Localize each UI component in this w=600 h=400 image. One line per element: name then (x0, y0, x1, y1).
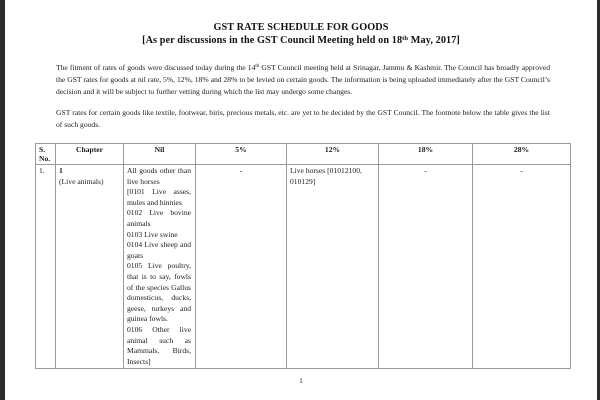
intro-text: The fitment of rates of goods were discussed today during the 14 (56, 63, 256, 72)
header-sno-line1: S. (39, 145, 46, 154)
header-rate-5: 5% (196, 144, 287, 165)
nil-item: 0106 Other live animal such as Mammals, Birds, Insects] (127, 324, 191, 366)
chapter-name: (Live animals) (59, 176, 104, 186)
chapter-number: 1 (59, 166, 63, 175)
nil-item: 0105 Live poultry, that is to say, fowls of the species Gallus domesticus, ducks, geese, turkeys and guinea fowls. (127, 261, 191, 324)
cell-rate-5: - (196, 165, 287, 369)
gst-rate-table (35, 143, 571, 369)
header-sno-line2: No. (39, 154, 51, 163)
page-subtitle (5, 34, 597, 47)
header-chapter: Chapter (56, 144, 124, 165)
intro-text-end: GST Council meeting held at Srinagar, Jammu & Kashmir. The Council has broadly approved the GST rates for goods at nil rate, 5%, 12%, 18% and 28% to be levied on certain goods. The information is being uploaded immediately after the GST Council’s decision and it will be subject to further vetting during which the list may undergo some changes. (56, 63, 550, 96)
page-title: GST RATE SCHEDULE FOR GOODS (213, 22, 389, 33)
nil-item: 0103 Live swine (127, 229, 178, 239)
page-number: 1 (299, 376, 303, 385)
table-row (36, 165, 571, 369)
header-rate-12: 12% (287, 144, 379, 165)
subtitle-text-end: May, 2017] (408, 35, 460, 46)
nil-item: 0102 Live bovine animals (127, 208, 191, 228)
note-paragraph: GST rates for certain goods like textile, footwear, biris, precious metals, etc. are yet to be decided by the GST Council. The footnote below the table gives the list of such goods. (56, 108, 550, 129)
nil-item: All goods other than live horses (127, 166, 191, 186)
document-page (5, 0, 597, 400)
header-rate-18: 18% (379, 144, 473, 165)
cell-chapter (56, 165, 124, 369)
header-rate-28: 28% (473, 144, 571, 165)
header-nil: Nil (124, 144, 196, 165)
cell-rate-12: Live horses [01012100, 010129] (287, 165, 379, 369)
header-sno (36, 144, 56, 165)
subtitle-superscript: th (402, 35, 409, 42)
subtitle-text: [As per discussions in the GST Council Meeting held on 18 (142, 35, 403, 46)
nil-item: 0104 Live sheep and goats (127, 240, 191, 260)
intro-superscript: th (255, 64, 260, 69)
table-header-row (36, 144, 571, 165)
cell-sno: 1. (36, 165, 56, 369)
cell-nil (124, 165, 196, 369)
nil-item: [0101 Live asses, mules and hinnies (127, 187, 191, 207)
intro-paragraph (56, 62, 550, 98)
document-title-block (5, 21, 597, 47)
cell-rate-18: - (379, 165, 473, 369)
cell-rate-28: - (473, 165, 571, 369)
